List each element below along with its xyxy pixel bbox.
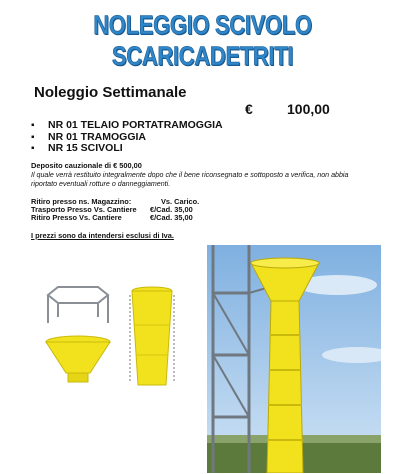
bullet-icon: ▪ (31, 120, 35, 131)
installed-chute-photo (207, 245, 381, 473)
rental-subtitle: Noleggio Settimanale (34, 84, 187, 101)
item-label: NR 01 TRAMOGGIA (48, 130, 147, 143)
hopper-image (46, 336, 110, 382)
logistics-label: Ritiro Presso Vs. Cantiere (31, 213, 122, 222)
deposit-text: Il quale verrà restituito integralmente dopo che il bene riconsegnato e sottoposto a verifica, non abbia riportato eventuali rotture o danneggiamenti. (31, 171, 349, 188)
item-label: NR 01 TELAIO PORTATRAMOGGIA (48, 119, 223, 131)
logistics-value: Vs. Carico. (161, 197, 200, 206)
included-items-list (31, 120, 223, 155)
weekly-price: 100,00 (287, 101, 330, 117)
deposit-title: Deposito cauzionale di € 500,00 (31, 161, 142, 170)
product-illustration (40, 285, 190, 395)
logistics-label: Ritiro presso ns. Magazzino: (31, 197, 132, 206)
title-line-2: SCARICADETRITI (111, 41, 294, 71)
logistics-value: €/Cad. 35,00 (150, 213, 193, 222)
title-line-1: NOLEGGIO SCIVOLO (93, 10, 312, 40)
hopper-frame-image (48, 287, 108, 323)
vat-note: I prezzi sono da intendersi esclusi di Iva. (31, 231, 174, 240)
item-label: NR 15 SCIVOLI (48, 142, 123, 154)
bullet-icon: ▪ (31, 131, 35, 143)
bullet-icon: ▪ (31, 143, 35, 154)
logistics-label: Trasporto Presso Vs. Cantiere (31, 205, 137, 214)
list-item (31, 143, 223, 155)
chute-segment-image (130, 287, 174, 385)
currency-symbol: € (245, 101, 253, 117)
logistics-value: €/Cad. 35,00 (150, 205, 193, 214)
